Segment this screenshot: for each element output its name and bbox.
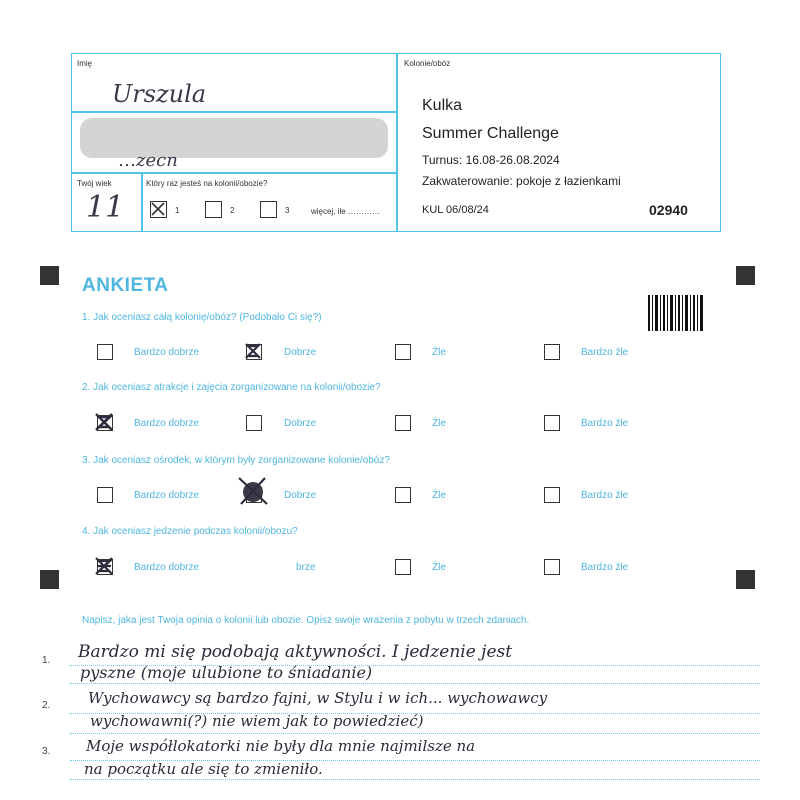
handwritten-line-6: na początku ale się to zmieniło. bbox=[84, 760, 323, 778]
registration-mark bbox=[736, 266, 755, 285]
q2-dobrze-checkbox[interactable] bbox=[246, 415, 262, 431]
turnus-dates: Turnus: 16.08-26.08.2024 bbox=[422, 153, 560, 167]
registration-mark bbox=[40, 570, 59, 589]
question-1-text: 1. Jak oceniasz całą kolonię/obóz? (Podobało Ci się?) bbox=[82, 312, 322, 323]
scribble-mark-icon bbox=[245, 343, 261, 359]
surname-visible-fragment: …zecn bbox=[118, 150, 178, 171]
q3-zle-label: Źle bbox=[432, 490, 446, 501]
times-option-1-label: 1 bbox=[175, 206, 180, 215]
q3-dobrze-label: Dobrze bbox=[284, 490, 317, 501]
q2-bardzo-dobrze-checkbox[interactable] bbox=[97, 415, 113, 431]
header-col-line bbox=[141, 172, 143, 232]
q3-dobrze-checkbox[interactable] bbox=[246, 487, 262, 503]
times-option-2-label: 2 bbox=[230, 206, 235, 215]
times-option-3-label: 3 bbox=[285, 206, 290, 215]
camp-label: Kolonie/obóz bbox=[404, 59, 451, 68]
registration-mark bbox=[736, 570, 755, 589]
registration-mark bbox=[40, 266, 59, 285]
q4-bardzo-zle-label: Bardzo źle bbox=[581, 562, 629, 573]
question-3-text: 3. Jak oceniasz ośrodek, w którym były zorganizowane kolonie/obóz? bbox=[82, 455, 390, 466]
question-4-text: 4. Jak oceniasz jedzenie podczas kolonii/obozu? bbox=[82, 526, 298, 537]
opinion-prompt: Napisz, jaka jest Twoja opinia o kolonii lub obozie. Opisz swoje wrażenia z pobytu w trzech zdaniach. bbox=[82, 615, 530, 626]
ruled-line bbox=[70, 779, 760, 780]
camp-program: Summer Challenge bbox=[422, 125, 559, 142]
q1-bardzo-dobrze-checkbox[interactable] bbox=[97, 344, 113, 360]
q4-bardzo-zle-checkbox[interactable] bbox=[544, 559, 560, 575]
header-divider bbox=[396, 53, 398, 232]
times-option-1-checkbox[interactable] bbox=[150, 201, 167, 218]
q3-bardzo-dobrze-checkbox[interactable] bbox=[97, 487, 113, 503]
scribble-mark-icon bbox=[235, 472, 271, 508]
handwritten-line-5: Moje współlokatorki nie były dla mnie najmilsze na bbox=[86, 737, 476, 755]
times-option-3-checkbox[interactable] bbox=[260, 201, 277, 218]
q2-bardzo-zle-checkbox[interactable] bbox=[544, 415, 560, 431]
survey-title: ANKIETA bbox=[82, 275, 169, 296]
q2-zle-checkbox[interactable] bbox=[395, 415, 411, 431]
answer-number-1: 1. bbox=[42, 655, 51, 666]
q3-bardzo-dobrze-label: Bardzo dobrze bbox=[134, 490, 200, 501]
accommodation: Zakwaterowanie: pokoje z łazienkami bbox=[422, 174, 621, 188]
age-label: Twój wiek bbox=[77, 179, 112, 188]
handwritten-line-3: Wychowawcy są bardzo fajni, w Stylu i w ich... wychowawcy bbox=[88, 689, 548, 707]
q1-zle-label: Źle bbox=[432, 347, 446, 358]
first-name-value: Urszula bbox=[112, 80, 207, 108]
q2-zle-label: Źle bbox=[432, 418, 446, 429]
handwritten-line-1: Bardzo mi się podobają aktywności. I jedzenie jest bbox=[78, 642, 513, 662]
q1-dobrze-checkbox[interactable] bbox=[246, 344, 262, 360]
q3-zle-checkbox[interactable] bbox=[395, 487, 411, 503]
header-row-line bbox=[71, 111, 396, 113]
q4-bardzo-dobrze-label: Bardzo dobrze bbox=[134, 562, 200, 573]
q4-zle-checkbox[interactable] bbox=[395, 559, 411, 575]
times-at-camp-label: Który raz jesteś na kolonii/obozie? bbox=[146, 179, 268, 188]
age-value: 11 bbox=[86, 190, 125, 225]
q2-dobrze-label: Dobrze bbox=[284, 418, 317, 429]
q1-bardzo-zle-label: Bardzo źle bbox=[581, 347, 629, 358]
q4-dobrze-label-partial: brze bbox=[296, 562, 316, 573]
scribble-mark-icon bbox=[95, 557, 113, 575]
times-option-2-checkbox[interactable] bbox=[205, 201, 222, 218]
q2-bardzo-dobrze-label: Bardzo dobrze bbox=[134, 418, 200, 429]
camp-name: Kulka bbox=[422, 97, 463, 114]
form-number: 02940 bbox=[649, 202, 688, 218]
scribble-mark-icon bbox=[95, 413, 113, 431]
q3-bardzo-zle-checkbox[interactable] bbox=[544, 487, 560, 503]
check-x-icon bbox=[151, 202, 165, 216]
q1-zle-checkbox[interactable] bbox=[395, 344, 411, 360]
ruled-line bbox=[70, 733, 760, 734]
question-2-text: 2. Jak oceniasz atrakcje i zajęcia zorganizowane na kolonii/obozie? bbox=[82, 382, 381, 393]
header-row-line bbox=[71, 172, 396, 174]
camp-code: KUL 06/08/24 bbox=[422, 204, 489, 216]
barcode-icon bbox=[648, 295, 704, 331]
q4-zle-label: Źle bbox=[432, 562, 446, 573]
answer-number-2: 2. bbox=[42, 700, 51, 711]
handwritten-line-4: wychowawni(?) nie wiem jak to powiedzieć) bbox=[90, 712, 424, 730]
q4-bardzo-dobrze-checkbox[interactable] bbox=[97, 559, 113, 575]
handwritten-line-2: pyszne (moje ulubione to śniadanie) bbox=[80, 663, 373, 682]
q1-dobrze-label: Dobrze bbox=[284, 347, 317, 358]
ruled-line bbox=[70, 683, 760, 684]
first-name-label: Imię bbox=[77, 59, 93, 68]
q3-bardzo-zle-label: Bardzo źle bbox=[581, 490, 629, 501]
q2-bardzo-zle-label: Bardzo źle bbox=[581, 418, 629, 429]
q4-dobrze-obscured-area bbox=[232, 561, 292, 575]
q1-bardzo-dobrze-label: Bardzo dobrze bbox=[134, 347, 200, 358]
times-more-label: więcej, ile ………… bbox=[311, 207, 380, 216]
q1-bardzo-zle-checkbox[interactable] bbox=[544, 344, 560, 360]
answer-number-3: 3. bbox=[42, 746, 51, 757]
